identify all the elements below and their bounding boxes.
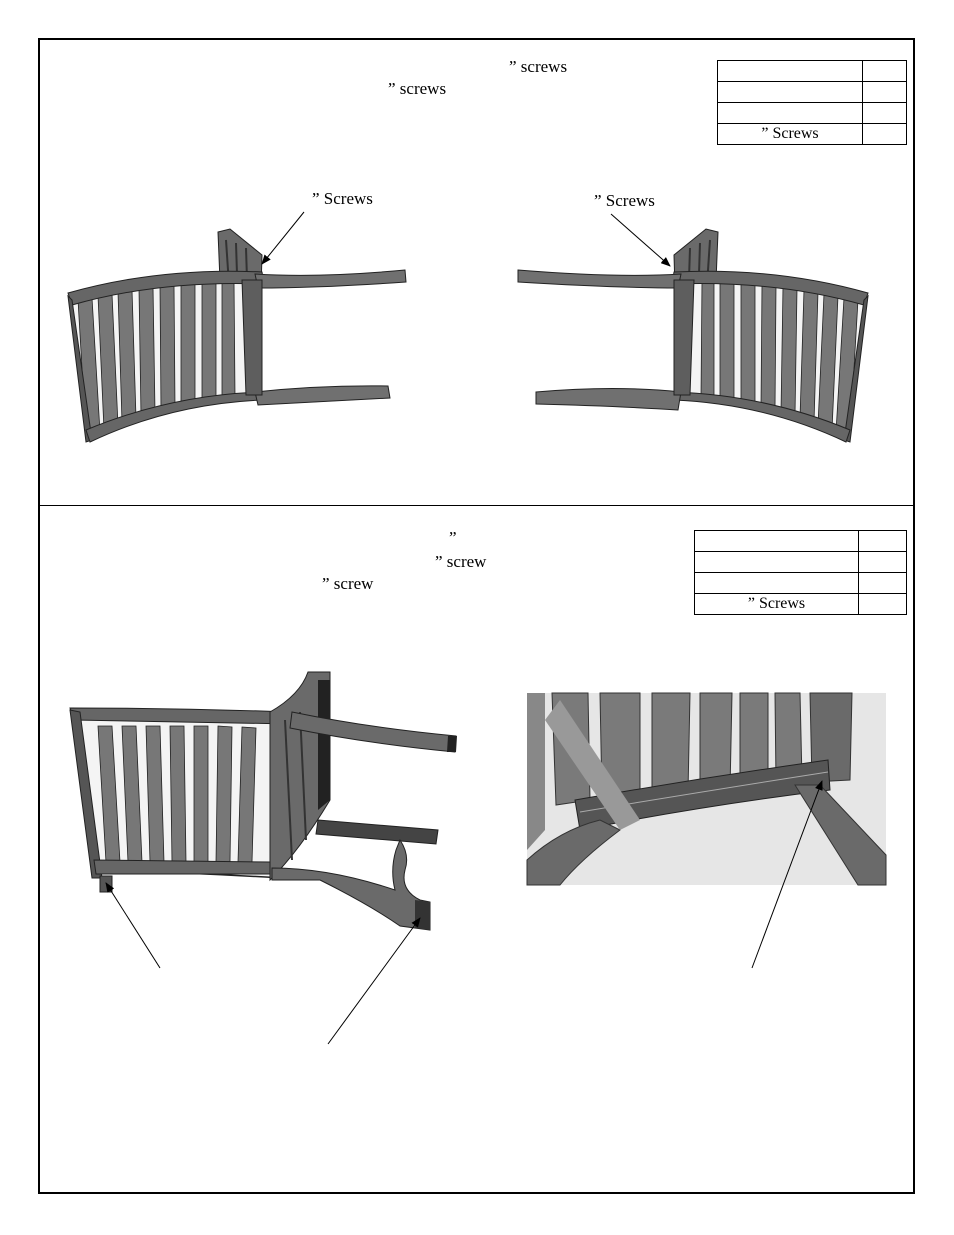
callout-arrow-right [611, 214, 670, 266]
step1-callout-right: ” Screws [594, 191, 655, 210]
chair-assembly-right-image [518, 229, 868, 442]
part-cell: ” Screws [695, 594, 859, 615]
step1-callout-left: ” Screws [312, 189, 373, 208]
callout-arrow-detail [752, 781, 822, 968]
step1-instruction-line1: ” screws [509, 57, 568, 76]
callout-arrow-front-right [328, 918, 420, 1044]
step2-instruction-line3: ” screw [322, 574, 374, 593]
part-cell: ” Screws [718, 124, 863, 145]
chair-under-view-image [70, 672, 457, 930]
step2-instruction-line2: ” screw [435, 552, 487, 571]
step2-instruction-line1: ” [449, 528, 457, 547]
chair-assembly-left-image [68, 229, 406, 442]
callout-arrow-front-left [106, 883, 160, 968]
joint-detail-image [527, 693, 886, 885]
step1-instruction-line2: ” screws [388, 79, 447, 98]
callout-arrow-left [262, 212, 304, 264]
